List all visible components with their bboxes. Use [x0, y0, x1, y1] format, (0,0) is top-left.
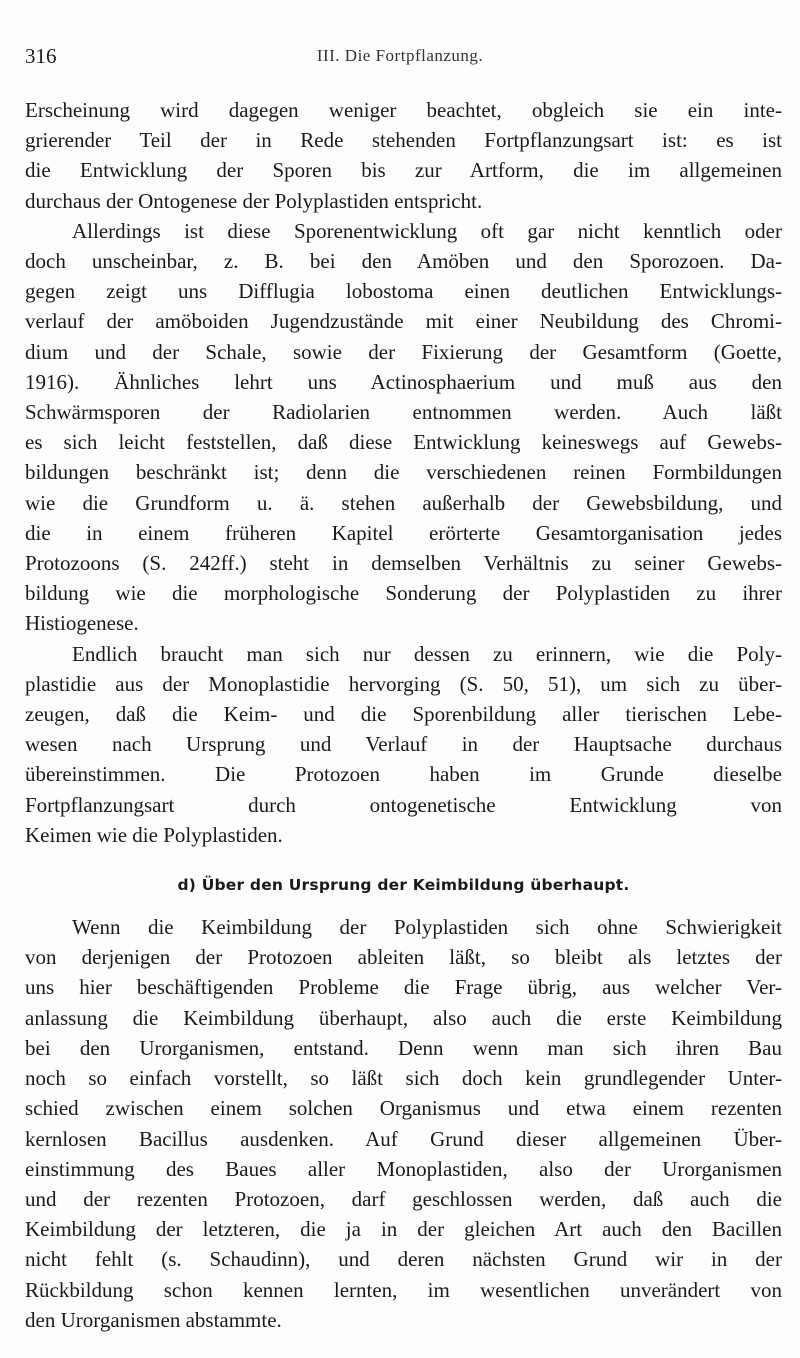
text-line: kernlosen Bacillus ausdenken. Auf Grund dieser allgemeinen Über- [25, 1126, 782, 1151]
text-line: bildung wie die morphologische Sonderung der Polyplastiden zu ihrer [25, 581, 782, 606]
text-line: Histiogenese. [25, 611, 139, 636]
running-head [25, 44, 775, 74]
text-line: Erscheinung wird dagegen weniger beachtet, obgleich sie ein inte- [25, 98, 782, 122]
text-line: Rückbildung schon kennen lernten, im wesentlichen unverändert von [25, 1277, 782, 1302]
text-line: von derjenigen der Protozoen ableiten läßt, so bleibt als letztes der [25, 945, 782, 970]
text-line: Allerdings ist diese Sporenentwicklung oft gar nicht kenntlich oder [72, 218, 782, 243]
text-line: uns hier beschäftigenden Probleme die Frage übrig, aus welcher Ver- [25, 975, 782, 1000]
paragraph-1 [25, 95, 782, 216]
text-line: es sich leicht feststellen, daß diese Entwicklung keineswegs auf Gewebs- [25, 430, 782, 455]
text-line: Keimen wie die Polyplastiden. [25, 822, 283, 847]
text-line: noch so einfach vorstellt, so läßt sich doch kein grundlegender Unter- [25, 1066, 782, 1091]
page-number: 316 [25, 44, 57, 68]
text-line: schied zwischen einem solchen Organismus und etwa einem rezenten [25, 1096, 782, 1121]
text-line: wie die Grundform u. ä. stehen außerhalb der Gewebsbildung, und [25, 490, 782, 515]
text-line: Wenn die Keimbildung der Polyplastiden sich ohne Schwierigkeit [72, 915, 782, 940]
paragraph-4 [25, 912, 782, 1335]
chapter-title: III. Die Fortpflanzung. [316, 46, 484, 65]
text-line: übereinstimmen. Die Protozoen haben im Grunde dieselbe [25, 762, 782, 787]
text-line: Fortpflanzungsart durch ontogenetische Entwicklung von [25, 792, 782, 817]
text-line: zeugen, daß die Keim- und die Sporenbildung aller tierischen Lebe- [25, 702, 782, 727]
text-line: verlauf der amöboiden Jugendzustände mit einer Neubildung des Chromi- [25, 309, 782, 334]
text-line: Protozoons (S. 242ff.) steht in demselben Verhältnis zu seiner Gewebs- [25, 551, 782, 576]
text-line: plastidie aus der Monoplastidie hervorging (S. 50, 51), um sich zu über- [25, 671, 782, 696]
text-line: Schwärmsporen der Radiolarien entnommen werden. Auch läßt [25, 400, 782, 425]
paragraph-2 [25, 216, 782, 639]
text-line: 1916). Ähnliches lehrt uns Actinosphaerium und muß aus den [25, 369, 782, 394]
text-line: die Entwicklung der Sporen bis zur Artform, die im allgemeinen [25, 158, 782, 183]
text-line: und der rezenten Protozoen, darf geschlossen werden, daß auch die [25, 1186, 782, 1211]
paragraph-3 [25, 639, 782, 850]
page-body [25, 95, 782, 1335]
section-heading: d) Über den Ursprung der Keimbildung überhaupt. [177, 876, 630, 895]
text-line: Endlich braucht man sich nur dessen zu erinnern, wie die Poly- [72, 641, 782, 666]
text-line: bei den Urorganismen, entstand. Denn wenn man sich ihren Bau [25, 1035, 782, 1060]
text-line: gegen zeigt uns Difflugia lobostoma einen deutlichen Entwicklungs- [25, 279, 782, 304]
text-line: bildungen beschränkt ist; denn die verschiedenen reinen Formbildungen [25, 460, 782, 485]
text-line: grierender Teil der in Rede stehenden Fortpflanzungsart ist: es ist [25, 128, 782, 153]
text-line: einstimmung des Baues aller Monoplastiden, also der Urorganismen [25, 1156, 782, 1181]
text-line: doch unscheinbar, z. B. bei den Amöben und den Sporozoen. Da- [25, 249, 782, 274]
text-line: nicht fehlt (s. Schaudinn), und deren nächsten Grund wir in der [25, 1247, 782, 1272]
text-line: Keimbildung der letzteren, die ja in der gleichen Art auch den Bacillen [25, 1217, 782, 1242]
text-line: durchaus der Ontogenese der Polyplastiden entspricht. [25, 188, 483, 213]
text-line: anlassung die Keimbildung überhaupt, also auch die erste Keimbildung [25, 1005, 782, 1030]
text-line: dium und der Schale, sowie der Fixierung der Gesamtform (Goette, [25, 339, 782, 364]
text-line: wesen nach Ursprung und Verlauf in der Hauptsache durchaus [25, 732, 782, 757]
text-line: den Urorganismen abstammte. [25, 1307, 282, 1332]
text-line: die in einem früheren Kapitel erörterte Gesamtorganisation jedes [25, 520, 782, 545]
